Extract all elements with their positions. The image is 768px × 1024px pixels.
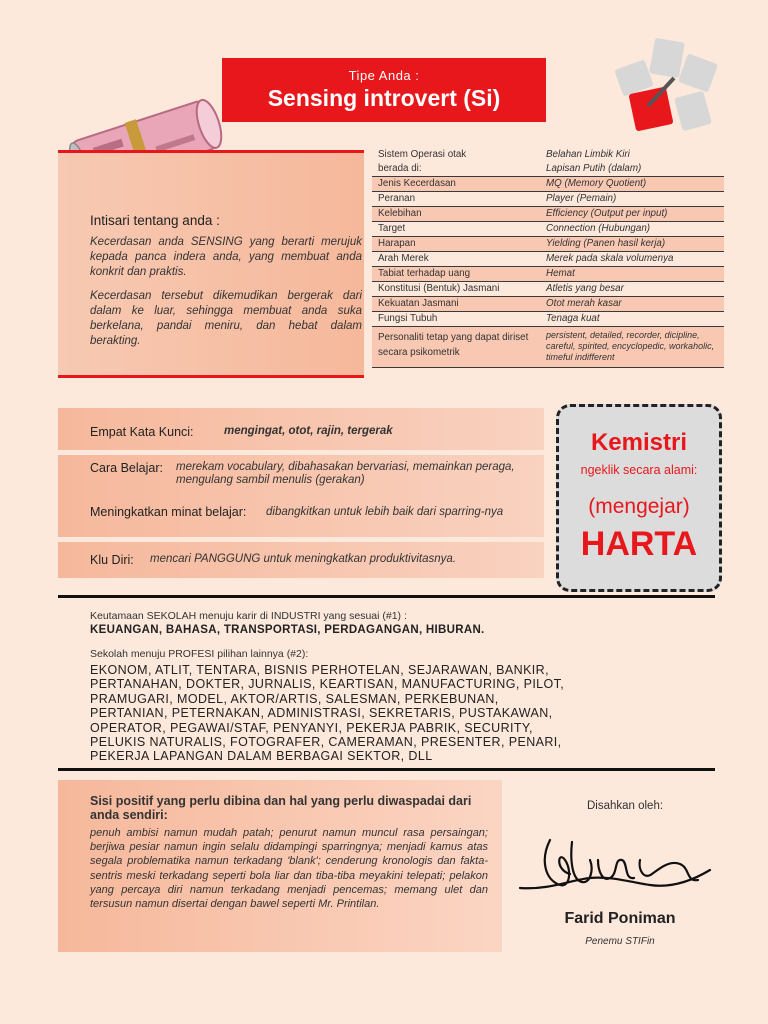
minat-belajar-label: Meningkatkan minat belajar: xyxy=(90,505,247,519)
table-key: Kelebihan xyxy=(378,208,422,219)
table-row xyxy=(372,207,724,222)
signature-icon xyxy=(510,830,730,905)
kemistri-object: HARTA xyxy=(580,525,698,563)
disahkan-label: Disahkan oleh: xyxy=(586,800,664,812)
table-value: Lapisan Putih (dalam) xyxy=(546,163,642,174)
sisi-positif-panel xyxy=(58,780,502,952)
klu-diri-value: mencari PANGGUNG untuk meningkatkan produktivitasnya. xyxy=(150,553,456,565)
divider xyxy=(58,595,715,598)
table-value: MQ (Memory Quotient) xyxy=(546,178,647,189)
table-key: Peranan xyxy=(378,193,416,204)
profesi-section xyxy=(90,610,710,764)
intisari-heading: Intisari tentang anda : xyxy=(90,213,220,228)
table-key: Fungsi Tubuh xyxy=(378,313,438,324)
attribute-table xyxy=(372,148,724,368)
profesi-list: EKONOM, ATLIT, TENTARA, BISNIS PERHOTELAN, SEJARAWAN, BANKIR, PERTANAHAN, DOKTER, JURNALIS, KEARTISAN, MANUFACTURING, PILOT, PRAMUGARI, MODEL, AKTOR/ARTIS, SALESMAN, PERKEBUNAN, PERTANIAN, PETERNAKAN, ADMINISTRASI, SEKRETARIS, PUSTAKAWAN, OPERATOR, PEGAWAI/STAF, PENYANYI, PEKERJA PABRIK, SECURITY, PELUKIS NATURALIS, FOTOGRAFER, CAMERAMAN, PRESENTER, PENARI, PEKERJA LAPANGAN DALAM BERBAGAI SEKTOR, DLL xyxy=(90,663,565,764)
table-value: Merek pada skala volumenya xyxy=(546,253,674,264)
intisari-paragraph-1: Kecerdasan anda SENSING yang berarti merujuk kepada panca indera anda, yang membuat anda konkrit dan praktis. xyxy=(90,236,362,278)
table-row xyxy=(372,312,724,327)
table-key: Arah Merek xyxy=(378,253,429,264)
table-key: Tabiat terhadap uang xyxy=(378,268,471,279)
table-row xyxy=(372,297,724,312)
table-row xyxy=(372,327,724,368)
table-key: Sistem Operasi otak xyxy=(378,149,467,160)
intisari-paragraph-2: Kecerdasan tersebut dikemudikan bergerak dari dalam ke luar, sehingga membuat anda suka berkelana, pandai meniru, dan hebat dalam berakting. xyxy=(90,290,362,347)
table-key: Konstitusi (Bentuk) Jasmani xyxy=(378,283,500,294)
signer-role: Penemu STIFin xyxy=(585,936,655,947)
cara-belajar-value: merekam vocabulary, dibahasakan bervariasi, memainkan peraga, mengulang sambil menulis (gerakan) xyxy=(176,461,515,486)
table-row xyxy=(372,148,724,162)
table-value: Efficiency (Output per input) xyxy=(546,208,668,219)
table-row xyxy=(372,192,724,207)
table-value: Belahan Limbik Kiri xyxy=(546,149,630,160)
table-row xyxy=(372,222,724,237)
profesi-label: Sekolah menuju PROFESI pilihan lainnya (#2): xyxy=(90,648,309,660)
table-value: Otot merah kasar xyxy=(546,298,622,309)
table-value: Yielding (Panen hasil kerja) xyxy=(546,238,666,249)
type-name: Sensing introvert (Si) xyxy=(267,85,501,111)
kemistri-badge xyxy=(556,404,722,592)
table-key: berada di: xyxy=(378,163,422,174)
kemistri-subtitle: ngeklik secara alami: xyxy=(580,463,698,477)
klu-diri-label: Klu Diri: xyxy=(90,553,134,567)
table-row xyxy=(372,267,724,282)
minat-belajar-value: dibangkitkan untuk lebih baik dari sparring-nya xyxy=(266,506,504,518)
kemistri-title: Kemistri xyxy=(590,429,688,456)
signer-name: Farid Poniman xyxy=(564,910,676,927)
intisari-panel xyxy=(58,150,364,378)
table-row xyxy=(372,252,724,267)
table-value: Atletis yang besar xyxy=(546,283,624,294)
table-value: Tenaga kuat xyxy=(546,313,600,324)
table-row xyxy=(372,162,724,177)
sisi-positif-heading: Sisi positif yang perlu dibina dan hal yang perlu diwaspadai dari anda sendiri: xyxy=(90,794,472,822)
table-key: Kekuatan Jasmani xyxy=(378,298,459,309)
table-key: Jenis Kecerdasan xyxy=(378,178,456,189)
stifin-logo-icon xyxy=(612,38,727,138)
industri-list: KEUANGAN, BAHASA, TRANSPORTASI, PERDAGANGAN, HIBURAN. xyxy=(90,624,485,636)
table-key: Target xyxy=(378,223,406,234)
sisi-positif-body: penuh ambisi namun mudah patah; penurut namun muncul rasa persaingan; berjiwa pesiar namun ingin selalu didampingi sparringnya; menjadi kamus atas segala problematika namun terkadang 'blank'; cenderung kronologis dan fakta-sentris meski terkadang seperti bola liar dan tiba-tiba meyakini telepati; pelakon yang percaya diri namun terkadang menjadi pencemas; memang ulet dan tersusun namun disertai dengan bawel seperti Mr. Printilan. xyxy=(90,827,488,911)
type-label: Tipe Anda : xyxy=(348,68,420,83)
table-row xyxy=(372,237,724,252)
table-key: Harapan xyxy=(378,238,416,249)
table-value: Connection (Hubungan) xyxy=(546,223,651,234)
table-value: Player (Pemain) xyxy=(546,193,617,204)
cara-belajar-bar xyxy=(58,455,544,537)
klu-diri-bar xyxy=(58,542,544,578)
table-key: Personaliti tetap yang dapat diriset secara psikometrik xyxy=(378,332,529,358)
kata-kunci-value: mengingat, otot, rajin, tergerak xyxy=(224,425,393,437)
signature-area xyxy=(510,800,720,960)
divider xyxy=(58,768,715,771)
kata-kunci-bar xyxy=(58,408,544,450)
table-value: Hemat xyxy=(546,268,575,279)
sekolah-label: Keutamaan SEKOLAH menuju karir di INDUSTRI yang sesuai (#1) : xyxy=(90,610,407,622)
type-title-banner xyxy=(222,58,546,122)
table-row xyxy=(372,282,724,297)
table-value: persistent, detailed, recorder, dicipline, careful, spirited, encyclopedic, workaholic, timeful indifferent xyxy=(546,330,715,362)
table-row xyxy=(372,177,724,192)
kata-kunci-label: Empat Kata Kunci: xyxy=(90,425,194,439)
kemistri-verb: (mengejar) xyxy=(588,495,690,518)
cara-belajar-label: Cara Belajar: xyxy=(90,461,163,475)
